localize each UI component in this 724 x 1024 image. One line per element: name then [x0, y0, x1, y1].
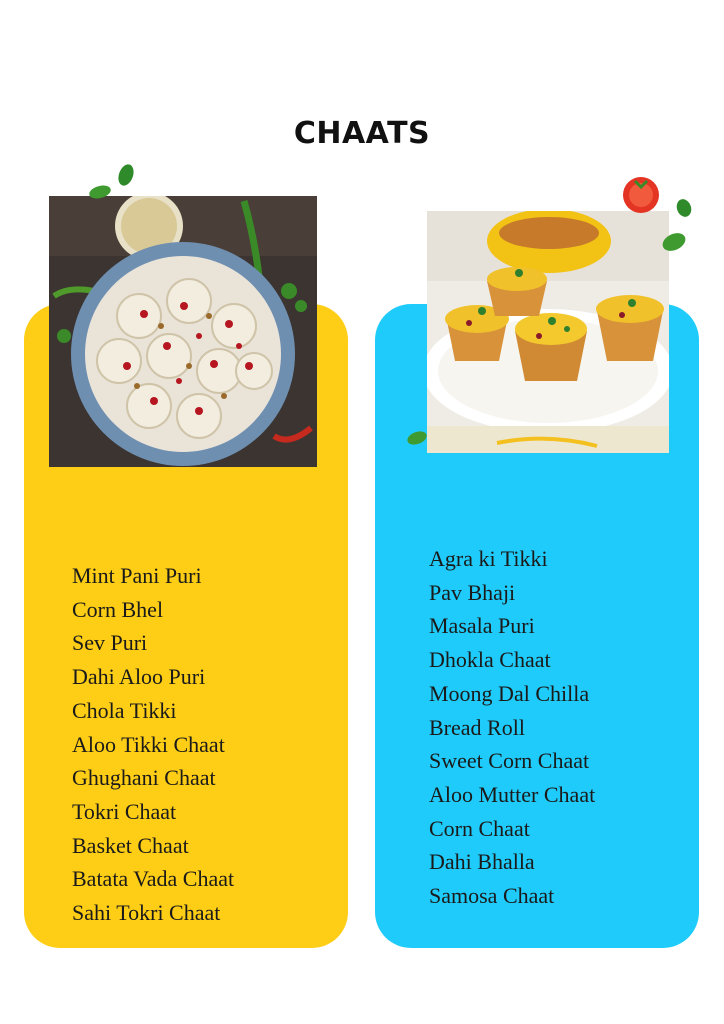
list-item: Agra ki Tikki — [429, 546, 548, 571]
list-item: Corn Bhel — [72, 596, 164, 622]
list-item: Samosa Chaat — [429, 883, 555, 909]
right-chaat-list — [429, 542, 595, 913]
list-item: Corn Chaat — [429, 815, 530, 841]
list-item: Basket Chaat — [72, 832, 189, 858]
list-item: Dahi Aloo Puri — [72, 664, 206, 690]
list-item: Sweet Corn Chaat — [429, 748, 590, 774]
left-chaat-list — [72, 559, 234, 930]
page-title: CHAATS — [293, 116, 431, 151]
list-item: Ghughani Chaat — [72, 765, 216, 791]
basil-leaf-icon — [658, 196, 698, 258]
tokri-chaat-photo — [427, 211, 669, 453]
basil-leaf-icon — [404, 428, 430, 448]
list-item: Aloo Tikki Chaat — [72, 731, 225, 757]
list-item: Masala Puri — [429, 613, 535, 639]
list-item: Pav Bhaji — [429, 579, 516, 605]
list-item: Dahi Bhalla — [429, 849, 535, 875]
basil-leaf-icon — [86, 163, 138, 201]
list-item: Chola Tikki — [72, 697, 177, 723]
list-item: Tokri Chaat — [72, 798, 177, 824]
list-item: Dhokla Chaat — [429, 647, 551, 673]
dahi-puri-photo — [49, 196, 317, 467]
list-item: Moong Dal Chilla — [429, 680, 590, 706]
list-item: Sev Puri — [72, 630, 148, 656]
list-item: Bread Roll — [429, 714, 525, 740]
list-item: Mint Pani Puri — [72, 563, 202, 588]
list-item: Batata Vada Chaat — [72, 866, 235, 892]
list-item: Sahi Tokri Chaat — [72, 900, 221, 926]
list-item: Aloo Mutter Chaat — [429, 781, 596, 807]
